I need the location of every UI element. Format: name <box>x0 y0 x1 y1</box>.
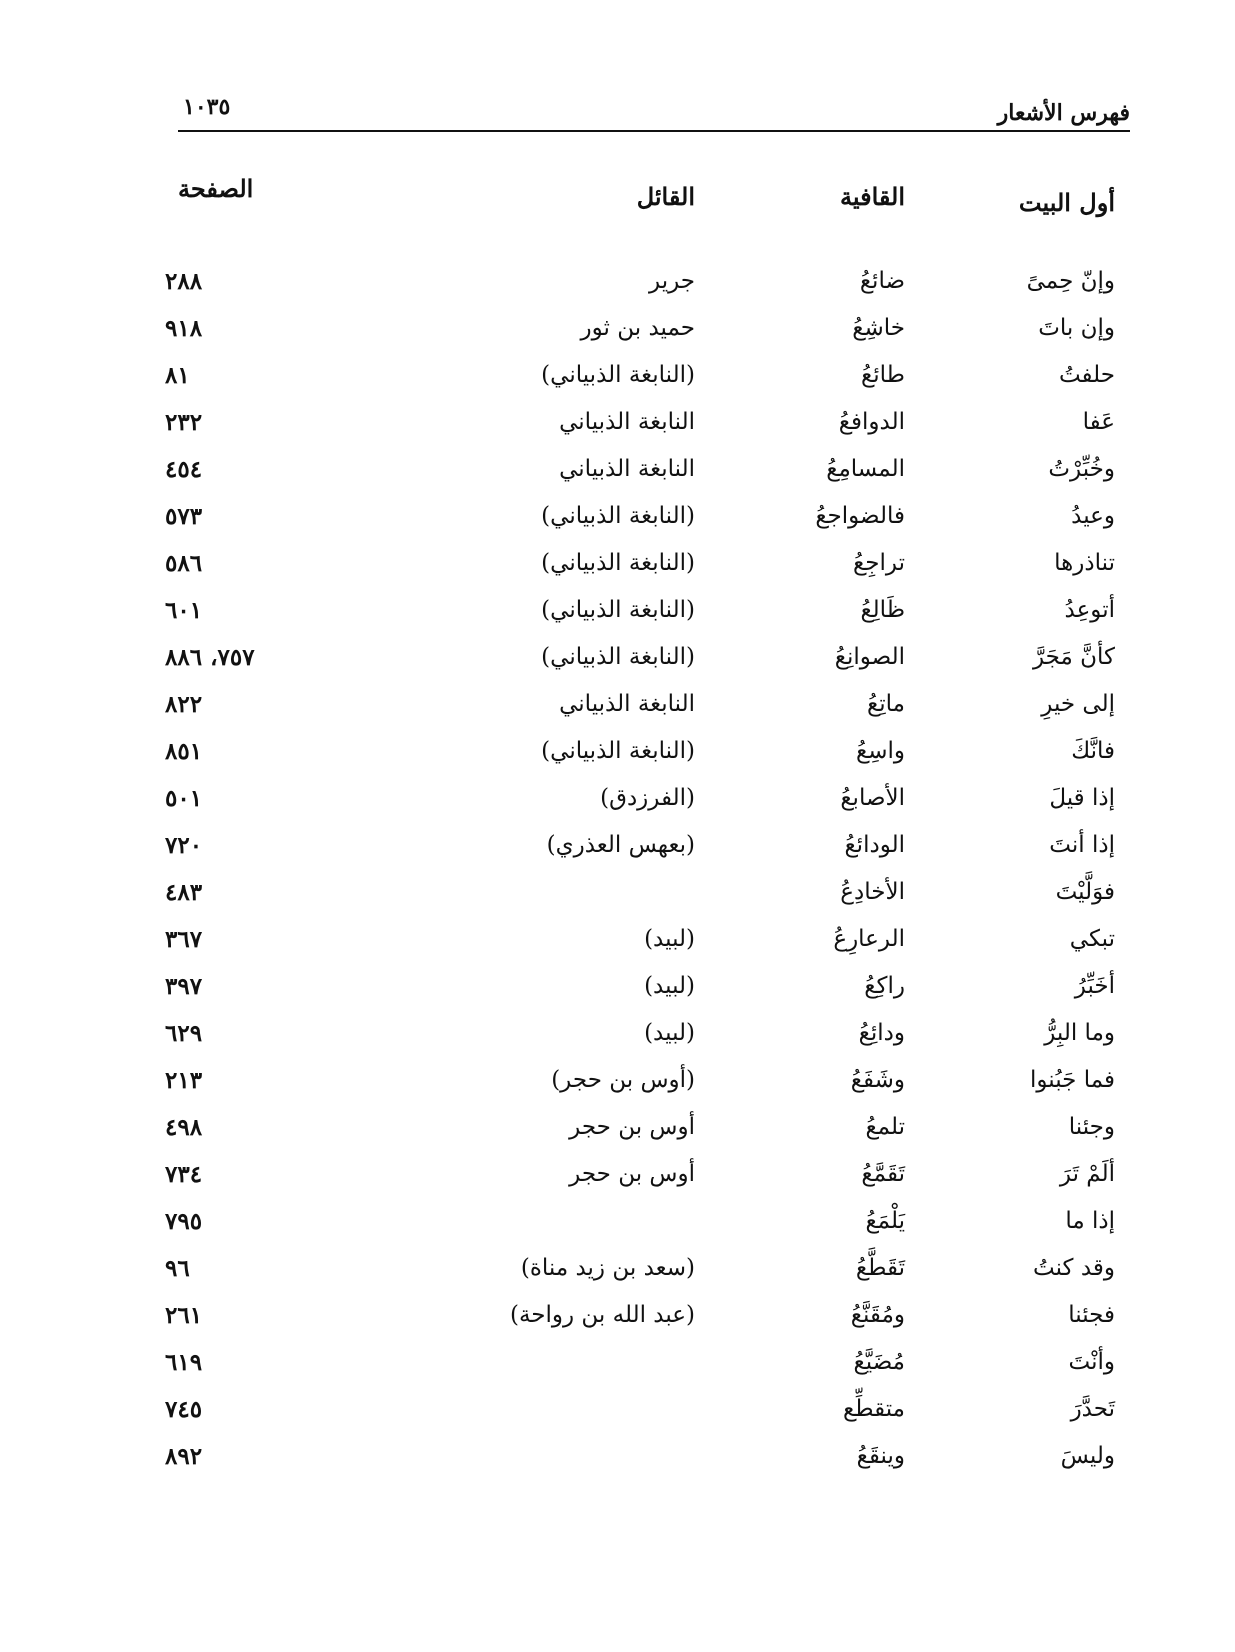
page-cell: ٤٥٤ <box>165 456 203 483</box>
table-row <box>0 315 1235 355</box>
rhyme-cell: الرعارِعُ <box>833 926 905 952</box>
rhyme-cell: تَقَطَّعُ <box>855 1255 905 1281</box>
poet-cell: (النابغة الذبياني) <box>541 362 695 388</box>
first-line-cell: فما جَبُنوا <box>1030 1067 1115 1093</box>
table-row <box>0 1302 1235 1342</box>
rhyme-cell: الدوافعُ <box>838 409 905 435</box>
page-cell: ٦١٩ <box>165 1349 203 1376</box>
header-rule <box>178 130 1130 132</box>
table-row <box>0 1114 1235 1154</box>
poet-cell: (لبيد) <box>644 973 695 999</box>
page-cell: ٩٦ <box>165 1255 190 1282</box>
poet-cell: (النابغة الذبياني) <box>541 644 695 670</box>
first-line-cell: أتوعِدُ <box>1064 597 1115 623</box>
rhyme-cell: الأخادِعُ <box>840 879 905 905</box>
rhyme-cell: وشَفَعُ <box>850 1067 905 1093</box>
rhyme-cell: ظَالِعُ <box>860 597 905 623</box>
page-cell: ٥٨٦ <box>165 550 203 577</box>
page-cell: ٧٢٠ <box>165 832 203 859</box>
first-line-cell: ألَمْ تَرَ <box>1059 1161 1115 1187</box>
first-line-cell: إذا أنتَ <box>1049 832 1115 858</box>
table-row <box>0 644 1235 684</box>
rhyme-cell: ومُقَنَّعُ <box>850 1302 905 1328</box>
first-line-cell: وما البِرُّ <box>1044 1020 1115 1046</box>
rhyme-cell: تَقَمَّعُ <box>861 1161 905 1187</box>
first-line-cell: إذا ما <box>1065 1208 1115 1234</box>
col-header-poet: القائل <box>636 182 695 211</box>
table-row <box>0 691 1235 731</box>
page-cell: ٢٨٨ <box>165 268 203 295</box>
first-line-cell: حلفتُ <box>1058 362 1115 388</box>
page-cell: ٥٧٣ <box>165 503 203 530</box>
poet-cell: (بعهس العذري) <box>546 832 695 858</box>
rhyme-cell: الودائعُ <box>844 832 905 858</box>
table-row <box>0 456 1235 496</box>
poet-cell: جرير <box>649 268 695 294</box>
page-cell: ٨٢٢ <box>165 691 203 718</box>
page-cell: ٨٥١ <box>165 738 203 765</box>
table-row <box>0 926 1235 966</box>
first-line-cell: عَفا <box>1082 409 1115 435</box>
running-title: فهرس الأشعار <box>997 100 1130 126</box>
rhyme-cell: وينقَعُ <box>856 1443 905 1469</box>
page-cell: ٧٥٧، ٨٨٦ <box>165 644 255 671</box>
rhyme-cell: المسامِعُ <box>826 456 905 482</box>
page-cell: ٢٦١ <box>165 1302 203 1329</box>
poet-cell: (سعد بن زيد مناة) <box>520 1255 695 1281</box>
page-cell: ٤٨٣ <box>165 879 203 906</box>
poet-cell: أوس بن حجر <box>569 1114 695 1140</box>
table-row <box>0 832 1235 872</box>
first-line-cell: وإن باتَ <box>1038 315 1115 341</box>
table-row <box>0 409 1235 449</box>
rhyme-cell: يَلْمَعُ <box>865 1208 905 1234</box>
table-row <box>0 1020 1235 1060</box>
table-row <box>0 550 1235 590</box>
poet-cell: النابغة الذبياني <box>559 456 695 482</box>
page-cell: ٩١٨ <box>165 315 203 342</box>
poet-cell: أوس بن حجر <box>569 1161 695 1187</box>
poet-cell: حميد بن ثور <box>580 315 695 341</box>
page-cell: ٨١ <box>165 362 190 389</box>
rhyme-cell: مُضَيَّعُ <box>853 1349 905 1375</box>
table-row <box>0 879 1235 919</box>
poet-cell: (الفرزدق) <box>600 785 695 811</box>
rhyme-cell: تلمعُ <box>865 1114 905 1140</box>
table-row <box>0 362 1235 402</box>
page-cell: ٨٩٢ <box>165 1443 203 1470</box>
page-cell: ٤٩٨ <box>165 1114 203 1141</box>
page-cell: ٧٣٤ <box>165 1161 203 1188</box>
page-cell: ٣٦٧ <box>165 926 203 953</box>
table-row <box>0 1443 1235 1483</box>
page-cell: ٥٠١ <box>165 785 203 812</box>
page-cell: ٦٢٩ <box>165 1020 203 1047</box>
rhyme-cell: ماتِعُ <box>867 691 905 717</box>
rhyme-cell: ضائعُ <box>859 268 905 294</box>
first-line-cell: إذا قيلَ <box>1049 785 1115 811</box>
first-line-cell: تبكي <box>1069 926 1115 952</box>
table-row <box>0 1161 1235 1201</box>
page-cell: ٣٩٧ <box>165 973 203 1000</box>
rhyme-cell: طائعُ <box>861 362 905 388</box>
table-row <box>0 738 1235 778</box>
rhyme-cell: الأصابعُ <box>840 785 905 811</box>
rhyme-cell: الصوانِعُ <box>834 644 905 670</box>
page-cell: ٢١٣ <box>165 1067 203 1094</box>
poet-cell: (أوس بن حجر) <box>551 1067 695 1093</box>
poet-cell: (النابغة الذبياني) <box>541 738 695 764</box>
rhyme-cell: ودائِعُ <box>858 1020 905 1046</box>
first-line-cell: فجئنا <box>1068 1302 1115 1328</box>
first-line-cell: أخَبِّرُ <box>1074 973 1115 999</box>
poet-cell: (عبد الله بن رواحة) <box>509 1302 695 1328</box>
first-line-cell: وإنّ حِمىً <box>1026 268 1115 294</box>
page-cell: ٢٣٢ <box>165 409 203 436</box>
first-line-cell: وأنْتَ <box>1068 1349 1115 1375</box>
poet-cell: (النابغة الذبياني) <box>541 597 695 623</box>
rhyme-cell: متقطِّع <box>842 1396 905 1422</box>
first-line-cell: تَحدَّرَ <box>1070 1396 1115 1422</box>
table-row <box>0 1349 1235 1389</box>
first-line-cell: تناذرها <box>1054 550 1115 576</box>
poet-cell: (لبيد) <box>644 926 695 952</box>
first-line-cell: إلى خيرِ <box>1041 691 1115 717</box>
first-line-cell: كأنَّ مَجَرَّ <box>1032 644 1115 670</box>
first-line-cell: وليسَ <box>1060 1443 1115 1469</box>
rhyme-cell: تراجِعُ <box>853 550 905 576</box>
rhyme-cell: خاشِعُ <box>852 315 905 341</box>
table-row <box>0 1208 1235 1248</box>
poet-cell: النابغة الذبياني <box>559 691 695 717</box>
poet-cell: النابغة الذبياني <box>559 409 695 435</box>
col-header-first-line: أول البيت <box>1018 188 1115 217</box>
poet-cell: (لبيد) <box>644 1020 695 1046</box>
rhyme-cell: فالضواجعُ <box>815 503 905 529</box>
rhyme-cell: راكِعُ <box>864 973 905 999</box>
first-line-cell: وجئنا <box>1068 1114 1115 1140</box>
first-line-cell: وعيدُ <box>1071 503 1115 529</box>
page-cell: ٧٩٥ <box>165 1208 203 1235</box>
table-row <box>0 503 1235 543</box>
poet-cell: (النابغة الذبياني) <box>541 503 695 529</box>
first-line-cell: وخُبِّرْتُ <box>1048 456 1115 482</box>
table-row <box>0 1396 1235 1436</box>
table-row <box>0 973 1235 1013</box>
table-row <box>0 597 1235 637</box>
page-number: ١٠٣٥ <box>183 94 231 120</box>
first-line-cell: فوَلَّيْتَ <box>1055 879 1115 905</box>
page-cell: ٦٠١ <box>165 597 203 624</box>
table-row <box>0 1255 1235 1295</box>
col-header-rhyme: القافية <box>839 182 905 211</box>
column-headers <box>0 174 1235 222</box>
col-header-page: الصفحة <box>178 174 254 203</box>
table-row <box>0 785 1235 825</box>
rhyme-cell: واسِعُ <box>855 738 905 764</box>
first-line-cell: وقد كنتُ <box>1033 1255 1115 1281</box>
first-line-cell: فانَّكَ <box>1071 738 1115 764</box>
table-row <box>0 1067 1235 1107</box>
running-head <box>178 92 1130 132</box>
poet-cell: (النابغة الذبياني) <box>541 550 695 576</box>
table-row <box>0 268 1235 308</box>
page-cell: ٧٤٥ <box>165 1396 203 1423</box>
